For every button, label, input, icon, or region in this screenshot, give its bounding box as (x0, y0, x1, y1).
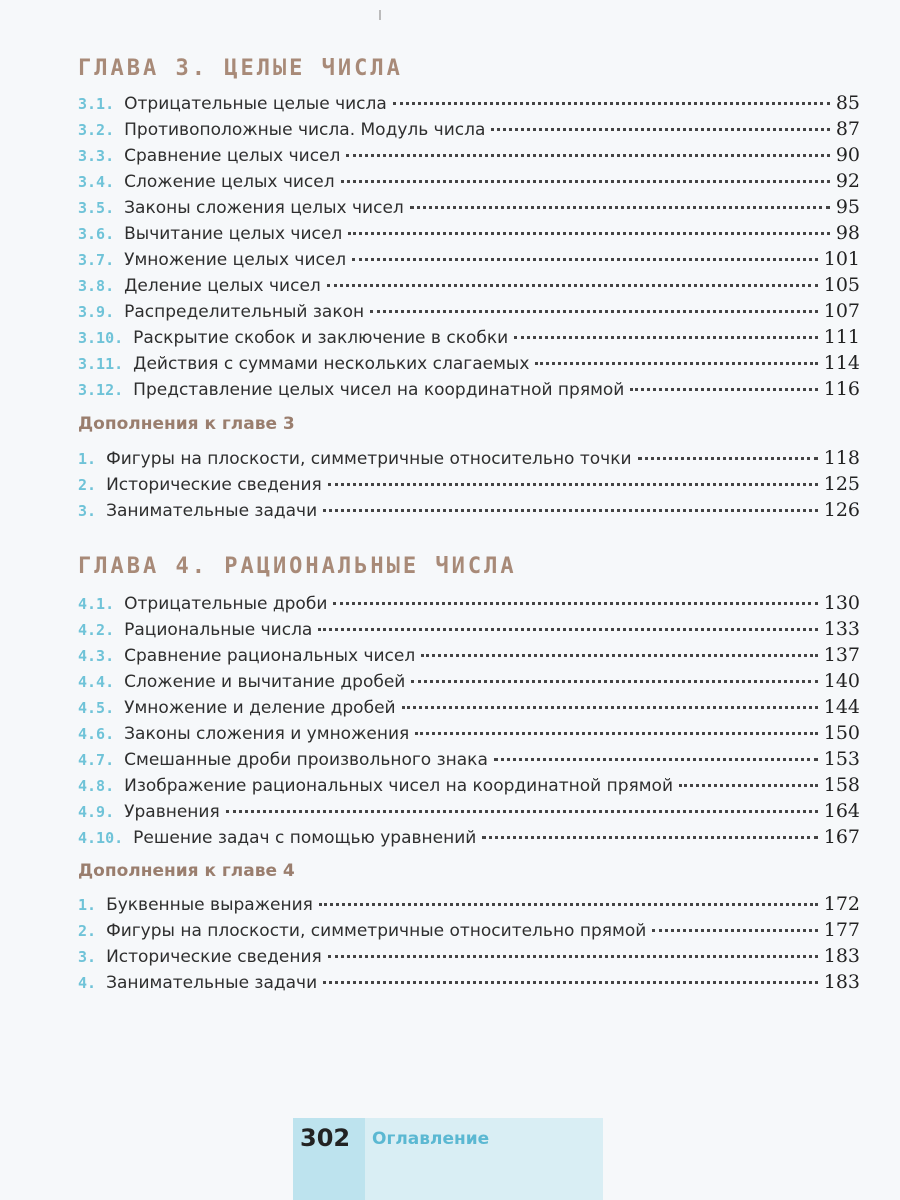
toc-entry[interactable] (78, 824, 860, 850)
toc-entry-number: 2. (78, 922, 97, 940)
toc-entry-page: 164 (823, 800, 860, 822)
toc-entry-title: Представление целых чисел на координатной прямой (133, 380, 625, 400)
toc-entry-page: 144 (823, 696, 860, 718)
chapter-4-supplement-heading: Дополнения к главе 4 (78, 861, 295, 881)
toc-entry-title: Сравнение рациональных чисел (124, 646, 416, 666)
toc-entry-title: Сложение и вычитание дробей (124, 672, 406, 692)
dot-leader (638, 457, 818, 460)
dot-leader (318, 628, 817, 631)
dot-leader (630, 388, 817, 391)
dot-leader (226, 810, 818, 813)
toc-entry-title: Распределительный закон (124, 302, 365, 322)
toc-entry-page: 111 (823, 326, 860, 348)
toc-entry-page: 87 (835, 118, 860, 140)
toc-entry-page: 133 (823, 618, 860, 640)
toc-entry-page: 116 (823, 378, 860, 400)
toc-entry-title: Уравнения (124, 802, 220, 822)
toc-entry-number: 3.5. (78, 199, 115, 217)
toc-entry-number: 4.5. (78, 699, 115, 717)
toc-entry-number: 2. (78, 476, 97, 494)
dot-leader (333, 602, 817, 605)
toc-entry[interactable] (78, 350, 860, 376)
toc-entry-number: 3.2. (78, 121, 115, 139)
dot-leader (421, 654, 818, 657)
toc-entry-page: 85 (835, 92, 860, 114)
dot-leader (370, 310, 818, 313)
chapter-3-supplement-list (78, 445, 860, 523)
dot-leader (482, 836, 817, 839)
toc-entry-title: Умножение и деление дробей (124, 698, 396, 718)
dot-leader (411, 680, 817, 683)
toc-entry-title: Буквенные выражения (106, 895, 313, 915)
dot-leader (491, 128, 829, 131)
toc-entry[interactable] (78, 943, 860, 969)
toc-entry[interactable] (78, 642, 860, 668)
dot-leader (323, 509, 818, 512)
print-mark (379, 10, 381, 20)
toc-entry[interactable] (78, 917, 860, 943)
toc-entry-page: 92 (835, 170, 860, 192)
chapter-4-supplement-list (78, 891, 860, 995)
toc-entry-page: 98 (835, 222, 860, 244)
toc-entry[interactable] (78, 497, 860, 523)
toc-entry-page: 107 (823, 300, 860, 322)
toc-entry-page: 101 (823, 248, 860, 270)
chapter-3-heading: ГЛАВА 3. ЦЕЛЫЕ ЧИСЛА (78, 56, 403, 81)
toc-entry[interactable] (78, 616, 860, 642)
toc-entry-title: Исторические сведения (106, 947, 322, 967)
toc-entry-page: 140 (823, 670, 860, 692)
toc-entry-title: Занимательные задачи (106, 973, 318, 993)
footer-section-label: Оглавление (372, 1129, 490, 1149)
toc-entry[interactable] (78, 445, 860, 471)
toc-entry[interactable] (78, 324, 860, 350)
toc-entry-title: Умножение целых чисел (124, 250, 347, 270)
toc-entry-number: 4.2. (78, 621, 115, 639)
toc-entry-number: 3.1. (78, 95, 115, 113)
chapter-4-heading: ГЛАВА 4. РАЦИОНАЛЬНЫЕ ЧИСЛА (78, 554, 517, 579)
dot-leader (348, 232, 830, 235)
dot-leader (402, 706, 818, 709)
toc-entry-title: Действия с суммами нескольких слагаемых (133, 354, 530, 374)
toc-entry-page: 172 (823, 893, 860, 915)
toc-entry-page: 183 (823, 971, 860, 993)
toc-entry-number: 4.10. (78, 829, 124, 847)
toc-entry-title: Рациональные числа (124, 620, 313, 640)
dot-leader (346, 154, 829, 157)
toc-entry-number: 1. (78, 896, 97, 914)
toc-entry-page: 137 (823, 644, 860, 666)
toc-entry-page: 125 (823, 473, 860, 495)
toc-entry[interactable] (78, 746, 860, 772)
toc-entry[interactable] (78, 220, 860, 246)
toc-entry-title: Занимательные задачи (106, 501, 318, 521)
toc-entry[interactable] (78, 142, 860, 168)
toc-entry[interactable] (78, 798, 860, 824)
toc-entry-number: 3. (78, 948, 97, 966)
toc-entry-page: 95 (835, 196, 860, 218)
toc-entry-title: Изображение рациональных чисел на координатной прямой (124, 776, 673, 796)
toc-entry[interactable] (78, 471, 860, 497)
toc-entry-title: Сравнение целых чисел (124, 146, 341, 166)
toc-entry-title: Законы сложения и умножения (124, 724, 410, 744)
dot-leader (410, 206, 830, 209)
toc-entry-number: 4.4. (78, 673, 115, 691)
toc-entry-page: 130 (823, 592, 860, 614)
toc-entry-number: 4.1. (78, 595, 115, 613)
toc-entry-number: 3.9. (78, 303, 115, 321)
toc-entry[interactable] (78, 168, 860, 194)
toc-entry-title: Раскрытие скобок и заключение в скобки (133, 328, 509, 348)
toc-entry[interactable] (78, 720, 860, 746)
toc-entry-number: 4.8. (78, 777, 115, 795)
toc-entry[interactable] (78, 891, 860, 917)
dot-leader (328, 955, 818, 958)
toc-entry[interactable] (78, 772, 860, 798)
toc-entry-number: 4.6. (78, 725, 115, 743)
toc-entry[interactable] (78, 969, 860, 995)
toc-entry-number: 4.3. (78, 647, 115, 665)
toc-entry-number: 3.3. (78, 147, 115, 165)
toc-entry-page: 105 (823, 274, 860, 296)
toc-entry-page: 183 (823, 945, 860, 967)
toc-entry-page: 158 (823, 774, 860, 796)
toc-entry[interactable] (78, 90, 860, 116)
toc-entry[interactable] (78, 246, 860, 272)
toc-entry-number: 4. (78, 974, 97, 992)
toc-entry[interactable] (78, 590, 860, 616)
toc-entry-page: 167 (823, 826, 860, 848)
dot-leader (323, 981, 818, 984)
toc-entry-title: Решение задач с помощью уравнений (133, 828, 477, 848)
toc-entry-number: 3.10. (78, 329, 124, 347)
dot-leader (327, 284, 818, 287)
toc-entry-title: Вычитание целых чисел (124, 224, 343, 244)
toc-entry-page: 177 (823, 919, 860, 941)
toc-entry[interactable] (78, 116, 860, 142)
toc-entry-title: Сложение целых чисел (124, 172, 335, 192)
toc-entry[interactable] (78, 694, 860, 720)
toc-entry-title: Фигуры на плоскости, симметричные относительно прямой (106, 921, 647, 941)
toc-entry-number: 3.6. (78, 225, 115, 243)
toc-entry-title: Отрицательные дроби (124, 594, 328, 614)
toc-entry-page: 118 (823, 447, 860, 469)
toc-entry-title: Деление целых чисел (124, 276, 321, 296)
toc-entry-page: 153 (823, 748, 860, 770)
dot-leader (514, 336, 818, 339)
dot-leader (494, 758, 818, 761)
toc-entry-title: Смешанные дроби произвольного знака (124, 750, 488, 770)
toc-entry-title: Исторические сведения (106, 475, 322, 495)
dot-leader (679, 784, 818, 787)
toc-entry-number: 3.11. (78, 355, 124, 373)
dot-leader (535, 362, 817, 365)
toc-entry-number: 3. (78, 502, 97, 520)
toc-entry-page: 114 (823, 352, 860, 374)
dot-leader (328, 483, 818, 486)
toc-entry[interactable] (78, 668, 860, 694)
toc-entry[interactable] (78, 272, 860, 298)
toc-entry[interactable] (78, 376, 860, 402)
toc-entry-number: 1. (78, 450, 97, 468)
dot-leader (652, 929, 817, 932)
toc-entry-title: Отрицательные целые числа (124, 94, 387, 114)
toc-entry-page: 150 (823, 722, 860, 744)
toc-entry-number: 4.7. (78, 751, 115, 769)
toc-entry-page: 90 (835, 144, 860, 166)
dot-leader (319, 903, 818, 906)
chapter-3-list (78, 90, 860, 402)
dot-leader (393, 102, 830, 105)
toc-entry-title: Фигуры на плоскости, симметричные относительно точки (106, 449, 632, 469)
chapter-3-supplement-heading: Дополнения к главе 3 (78, 414, 295, 434)
toc-entry-number: 3.4. (78, 173, 115, 191)
toc-entry-number: 3.7. (78, 251, 115, 269)
footer-page-number: 302 (300, 1124, 351, 1152)
toc-entry-number: 3.12. (78, 381, 124, 399)
toc-entry-title: Законы сложения целых чисел (124, 198, 404, 218)
dot-leader (341, 180, 830, 183)
toc-entry-number: 3.8. (78, 277, 115, 295)
toc-entry-title: Противоположные числа. Модуль числа (124, 120, 486, 140)
toc-entry[interactable] (78, 298, 860, 324)
toc-entry[interactable] (78, 194, 860, 220)
toc-entry-page: 126 (823, 499, 860, 521)
chapter-4-list (78, 590, 860, 850)
dot-leader (415, 732, 817, 735)
toc-entry-number: 4.9. (78, 803, 115, 821)
dot-leader (352, 258, 818, 261)
